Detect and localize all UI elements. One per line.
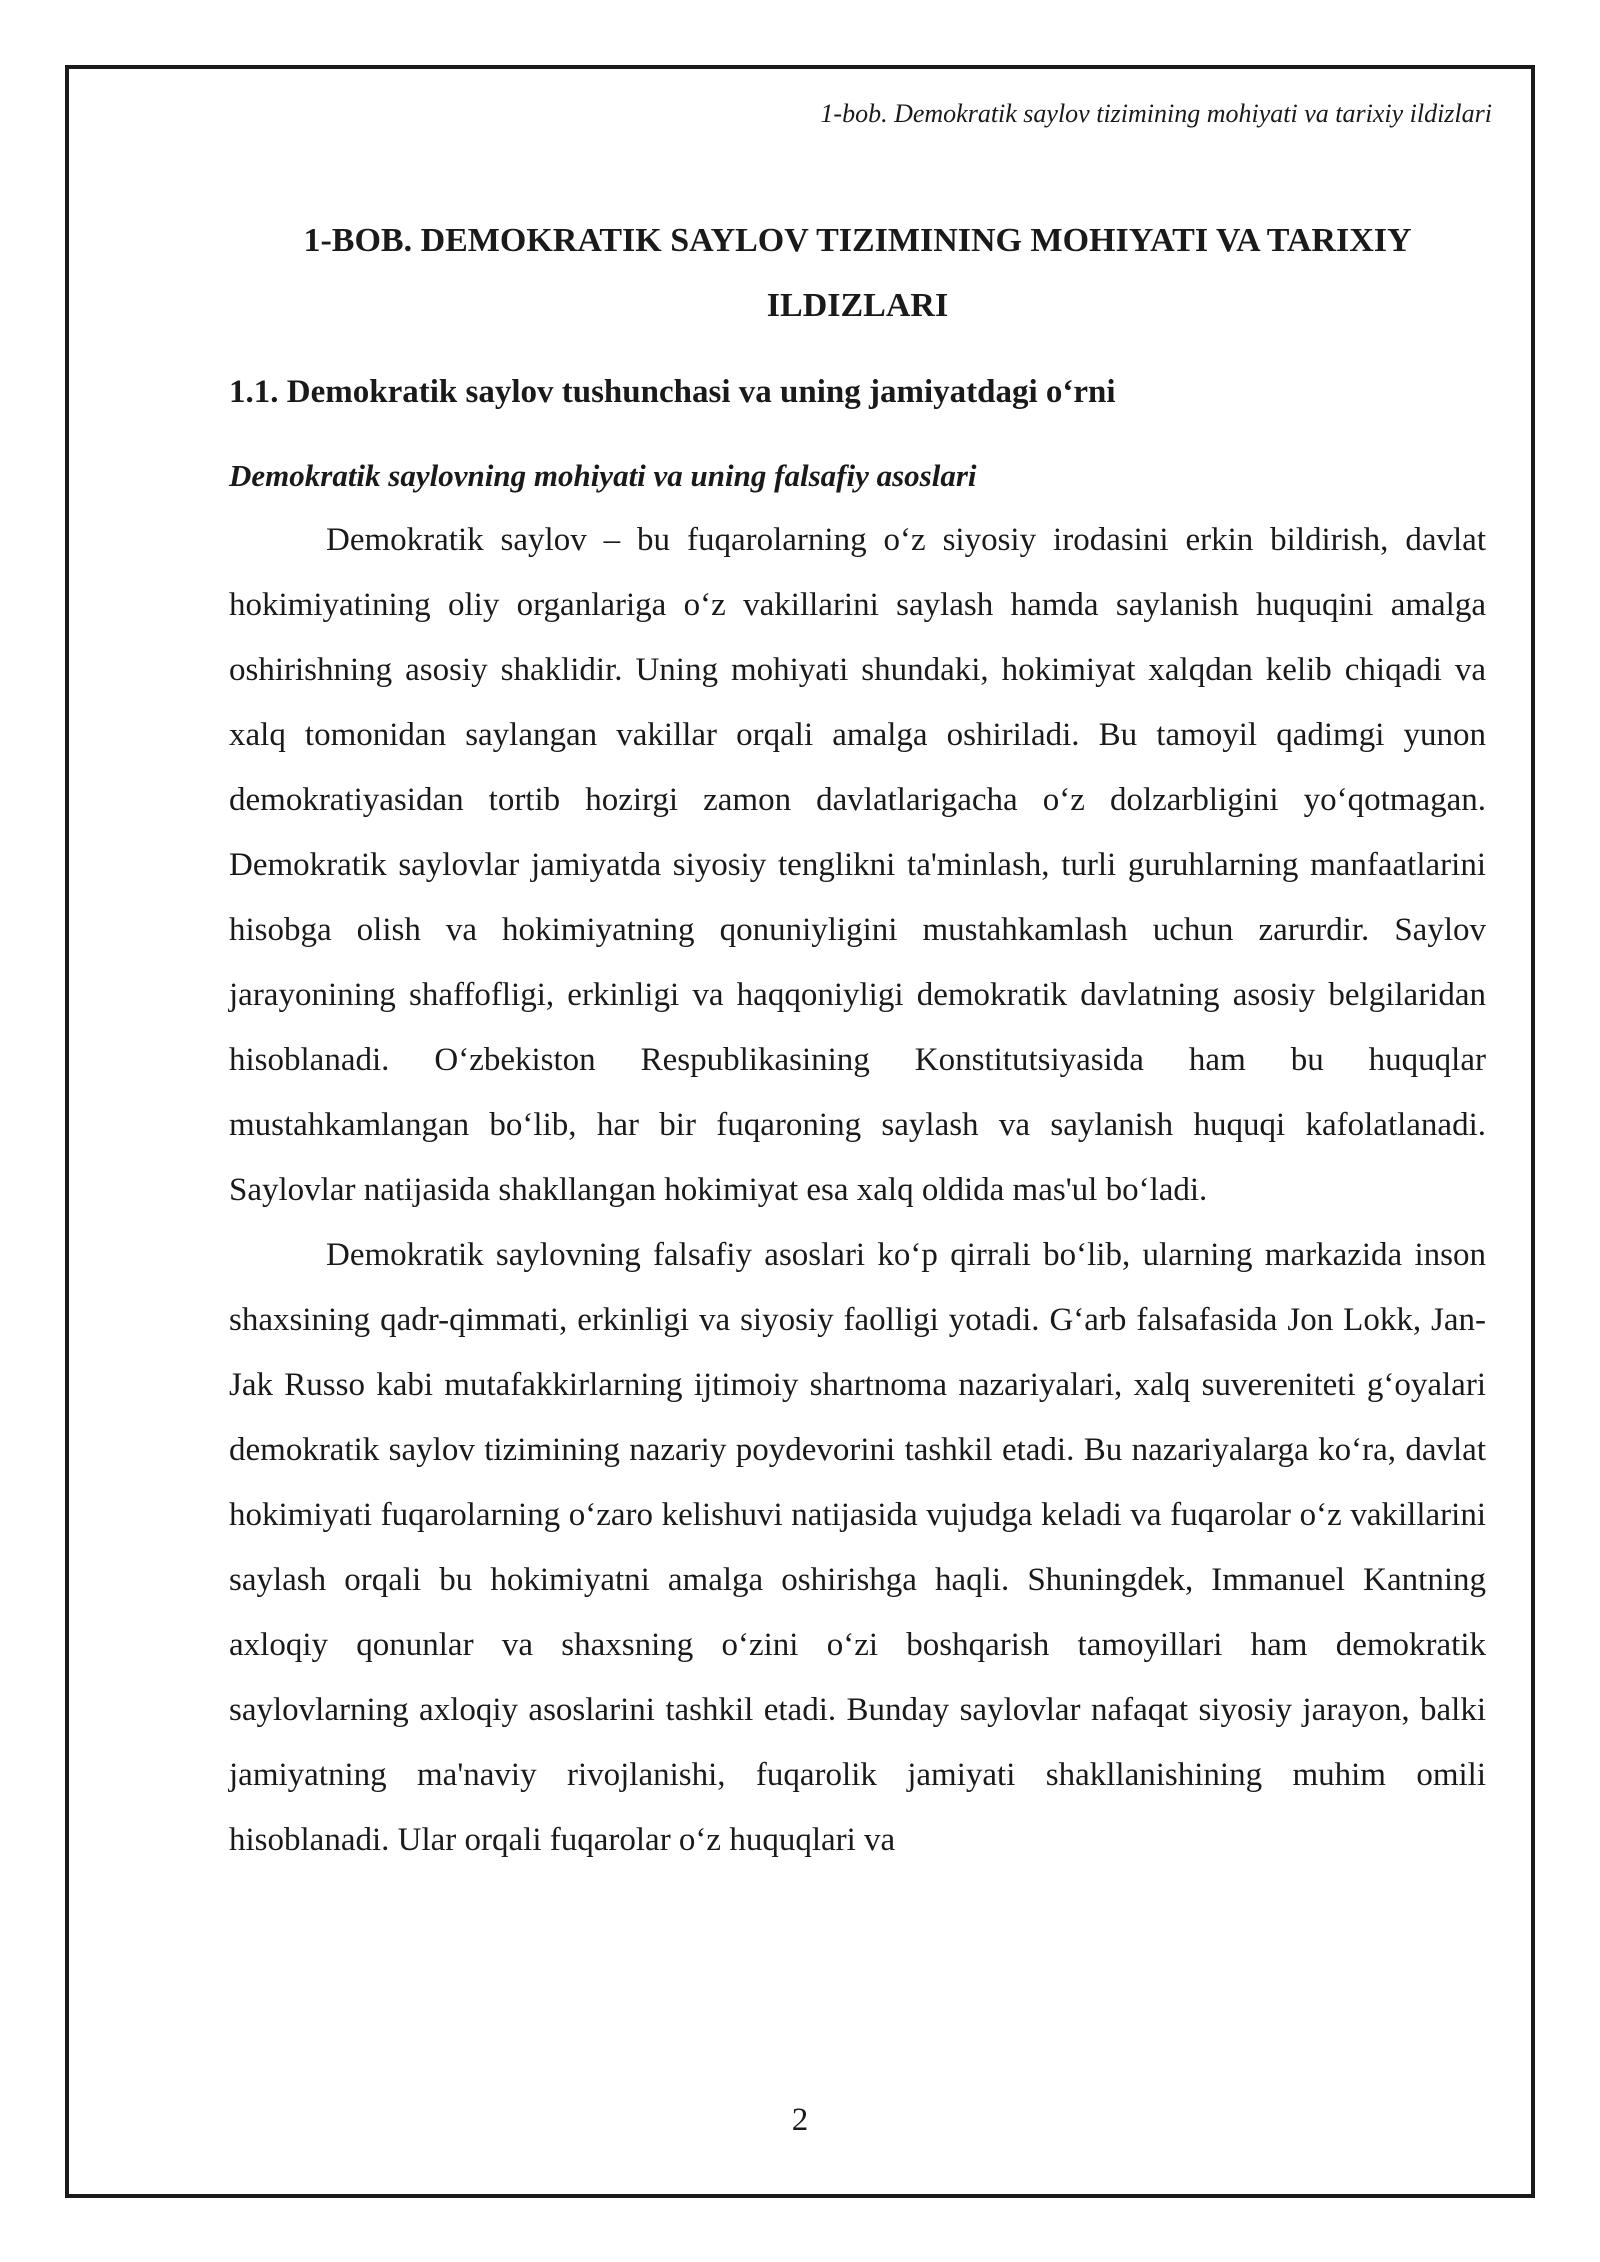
- body-paragraph: Demokratik saylovning falsafiy asoslari ko‘p qirrali bo‘lib, ularning markazida inson shaxsining qadr-qimmati, erkinligi va siyosiy faolligi yotadi. G‘arb falsafasida Jon Lokk, Jan-Jak Russo kabi mutafakkirlarning ijtimoiy shartnoma nazariyalari, xalq suvereniteti g‘oyalari demokratik saylov tizimining nazariy poydevorini tashkil etadi. Bu nazariyalarga ko‘ra, davlat hokimiyati fuqarolarning o‘zaro kelishuvi natijasida vujudga keladi va fuqarolar o‘z vakillarini saylash orqali bu hokimiyatni amalga oshirishga haqli. Shuningdek, Immanuel Kantning axloqiy qonunlar va shaxsning o‘zini o‘zi boshqarish tamoyillari ham demokratik saylovlarning axloqiy asoslarini tashkil etadi. Bunday saylovlar nafaqat siyosiy jarayon, balki jamiyatning ma'naviy rivojlanishi, fuqarolik jamiyati shakllanishining muhim omili hisoblanadi. Ular orqali fuqarolar o‘z huquqlari va: [229, 1237, 1486, 1858]
- running-header: 1-bob. Demokratik saylov tizimining mohiyati va tarixiy ildizlari: [820, 99, 1492, 128]
- section-title: 1.1. Demokratik saylov tushunchasi va uning jamiyatdagi o‘rni: [229, 374, 1116, 410]
- page-content: [229, 208, 1486, 1873]
- chapter-title: 1-BOB. DEMOKRATIK SAYLOV TIZIMINING MOHIYATI VA TARIXIY ILDIZLARI: [303, 222, 1412, 324]
- subsection-title: Demokratik saylovning mohiyati va uning falsafiy asoslari: [229, 458, 977, 493]
- body-paragraph: Demokratik saylov – bu fuqarolarning o‘z siyosiy irodasini erkin bildirish, davlat hokimiyatining oliy organlariga o‘z vakillarini saylash hamda saylanish huquqini amalga oshirishning asosiy shaklidir. Uning mohiyati shundaki, hokimiyat xalqdan kelib chiqadi va xalq tomonidan saylangan vakillar orqali amalga oshiriladi. Bu tamoyil qadimgi yunon demokratiyasidan tortib hozirgi zamon davlatlarigacha o‘z dolzarbligini yo‘qotmagan. Demokratik saylovlar jamiyatda siyosiy tenglikni ta'minlash, turli guruhlarning manfaatlarini hisobga olish va hokimiyatning qonuniyligini mustahkamlash uchun zarurdir. Saylov jarayonining shaffofligi, erkinligi va haqqoniyligi demokratik davlatning asosiy belgilaridan hisoblanadi. O‘zbekiston Respublikasining Konstitutsiyasida ham bu huquqlar mustahkamlangan bo‘lib, har bir fuqaroning saylash va saylanish huquqi kafolatlanadi. Saylovlar natijasida shakllangan hokimiyat esa xalq oldida mas'ul bo‘ladi.: [229, 522, 1486, 1208]
- page-number: 2: [791, 2102, 809, 2138]
